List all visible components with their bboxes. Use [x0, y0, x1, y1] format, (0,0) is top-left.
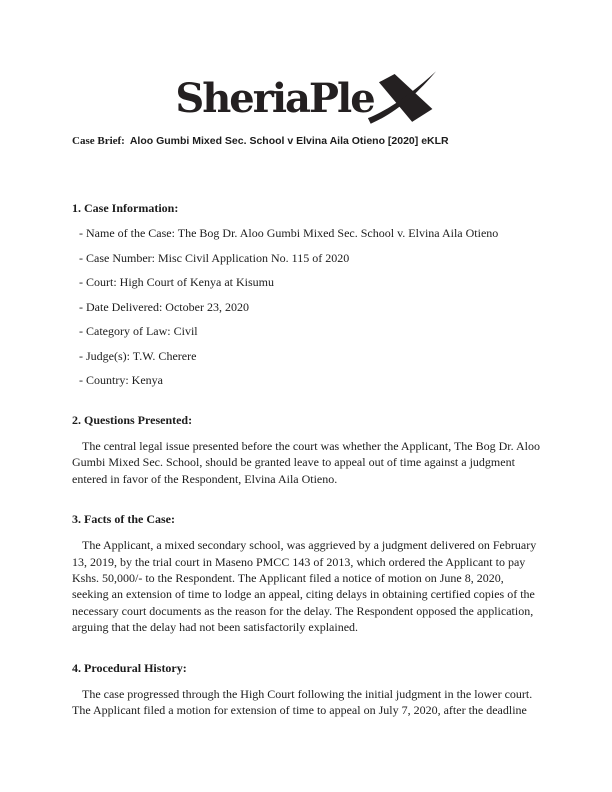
case-brief-label: Case Brief:	[72, 135, 125, 147]
case-brief-line	[0, 135, 612, 147]
logo-x-icon	[367, 69, 437, 125]
questions-presented-paragraph: The central legal issue presented before the court was whether the Applicant, The Bog Dr. Aloo Gumbi Mixed Sec. School, should be granted leave to appeal out of time against a judgment entered in favor of the Respondent, Elvina Aila Otieno.	[72, 439, 540, 486]
procedural-history-paragraph: The case progressed through the High Court following the initial judgment in the lower court. The Applicant filed a motion for extension of time to appeal on July 7, 2020, after the deadline	[72, 686, 533, 718]
case-info-item-case-number: - Case Number: Misc Civil Application No. 115 of 2020	[79, 250, 350, 265]
logo-wordmark: SheriaPle	[175, 75, 374, 122]
section-heading-case-information: 1. Case Information:	[72, 201, 179, 215]
section-heading-procedural-history: 4. Procedural History:	[72, 660, 187, 675]
case-info-item-date-delivered: - Date Delivered: October 23, 2020	[79, 299, 249, 314]
section-heading-questions-presented: 2. Questions Presented:	[72, 413, 193, 427]
section-facts-of-the-case	[72, 512, 540, 635]
section-heading-facts-of-the-case: 3. Facts of the Case:	[72, 512, 175, 527]
section-questions-presented	[72, 413, 540, 487]
case-info-item-name: - Name of the Case: The Bog Dr. Aloo Gumbi Mixed Sec. School v. Elvina Aila Otieno	[79, 226, 499, 240]
case-info-item-judges: - Judge(s): T.W. Cherere	[79, 348, 197, 363]
sheriaplex-logo	[0, 70, 612, 128]
case-info-item-court: - Court: High Court of Kenya at Kisumu	[79, 275, 274, 289]
section-procedural-history	[72, 661, 540, 719]
case-info-item-category: - Category of Law: Civil	[79, 324, 198, 338]
document-body	[0, 201, 612, 718]
case-brief-title: Aloo Gumbi Mixed Sec. School v Elvina Aila Otieno [2020] eKLR	[129, 135, 449, 147]
facts-of-the-case-paragraph: The Applicant, a mixed secondary school, was aggrieved by a judgment delivered on February 13, 2019, by the trial court in Maseno PMCC 143 of 2013, which ordered the Applicant to pay Kshs. 50,000/- to the Respondent. The Applicant filed a notice of motion on June 8, 2020, seeking an extension of time to lodge an appeal, citing delays in obtaining certified copies of the necessary court documents as the reason for the delay. The Respondent opposed the application, arguing that the delay had not been satisfactorily explained.	[72, 538, 537, 635]
case-info-item-country: - Country: Kenya	[79, 373, 163, 387]
section-case-information	[72, 201, 540, 388]
